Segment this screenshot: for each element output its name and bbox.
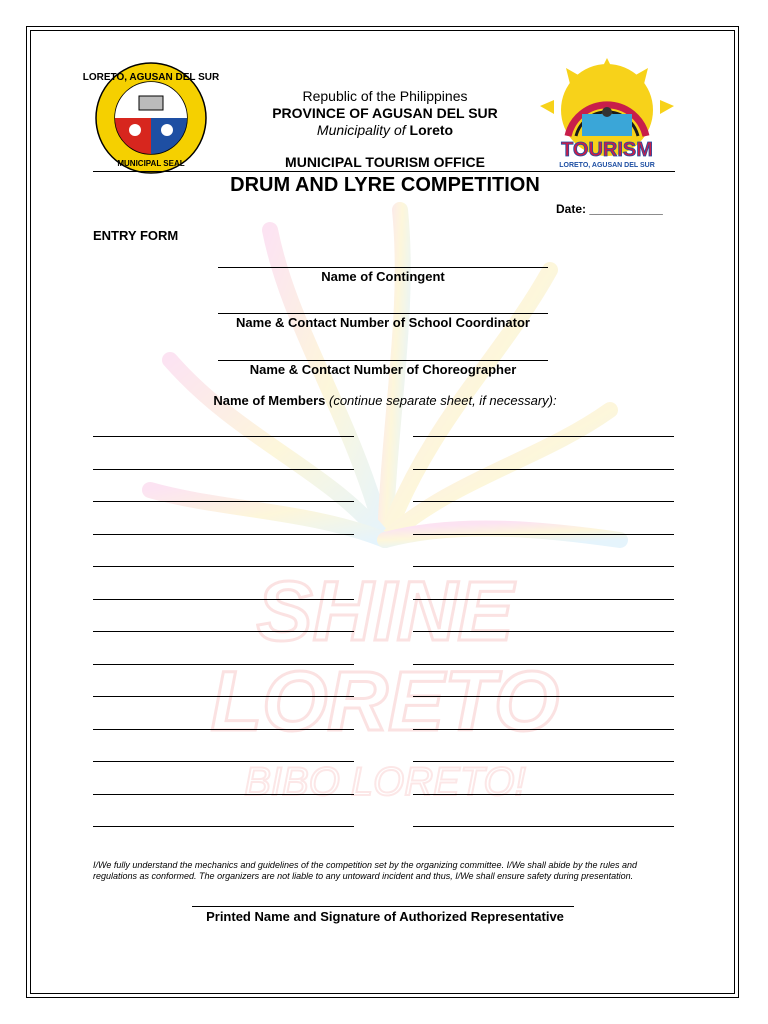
members-heading xyxy=(140,393,630,408)
disclaimer-text: I/We fully understand the mechanics and guidelines of the competition set by the organizing committee. I/We shall abide by the rules and regulations as conformed. The organizers are not liable to any untoward incident and thus, I/We shall ensure safety during presentation. xyxy=(93,860,637,881)
contingent-label: Name of Contingent xyxy=(321,269,445,284)
logo-subtext: LORETO, AGUSAN DEL SUR xyxy=(559,162,655,169)
member-name-line-right[interactable] xyxy=(413,534,674,535)
member-name-line-right[interactable] xyxy=(413,696,674,697)
province-line: PROVINCE OF AGUSAN DEL SUR xyxy=(272,105,498,121)
member-name-line-left[interactable] xyxy=(93,436,354,437)
member-name-line-left[interactable] xyxy=(93,599,354,600)
shine-loreto-watermark xyxy=(150,210,620,830)
member-name-line-right[interactable] xyxy=(413,436,674,437)
member-name-line-left[interactable] xyxy=(93,794,354,795)
member-name-line-left[interactable] xyxy=(93,696,354,697)
watermark-line2: LORETO xyxy=(210,654,560,748)
member-name-line-right[interactable] xyxy=(413,664,674,665)
svg-text:MUNICIPAL SEAL: MUNICIPAL SEAL xyxy=(117,159,185,168)
member-name-line-right[interactable] xyxy=(413,501,674,502)
watermark-line1: SHINE xyxy=(256,564,514,658)
contingent-input-line[interactable] xyxy=(218,267,548,268)
watermark-line3: BIBO LORETO! xyxy=(244,760,526,804)
office-line: MUNICIPAL TOURISM OFFICE xyxy=(285,154,485,170)
member-name-line-left[interactable] xyxy=(93,501,354,502)
signature-line[interactable] xyxy=(192,906,574,907)
choreographer-label: Name & Contact Number of Choreographer xyxy=(249,362,517,377)
tourism-logo xyxy=(538,58,676,170)
date-field[interactable]: Date: ___________ xyxy=(556,202,663,216)
form-title: DRUM AND LYRE COMPETITION xyxy=(230,174,540,196)
member-name-line-left[interactable] xyxy=(93,631,354,632)
municipality-prefix: Municipality of xyxy=(316,122,406,138)
entry-form-label: ENTRY FORM xyxy=(93,228,179,243)
members-label: Name of Members xyxy=(213,393,326,408)
choreographer-input-line[interactable] xyxy=(218,360,548,361)
member-name-line-left[interactable] xyxy=(93,534,354,535)
header-divider xyxy=(93,171,675,172)
member-name-line-left[interactable] xyxy=(93,729,354,730)
members-note: (continue separate sheet, if necessary): xyxy=(328,393,557,408)
member-name-line-right[interactable] xyxy=(413,826,674,827)
member-name-line-right[interactable] xyxy=(413,761,674,762)
member-name-line-left[interactable] xyxy=(93,664,354,665)
member-name-line-right[interactable] xyxy=(413,599,674,600)
member-name-line-right[interactable] xyxy=(413,566,674,567)
svg-text:LORETO, AGUSAN DEL SUR: LORETO, AGUSAN DEL SUR xyxy=(82,72,220,83)
member-name-line-left[interactable] xyxy=(93,566,354,567)
coordinator-label: Name & Contact Number of School Coordinator xyxy=(236,315,530,330)
signature-label: Printed Name and Signature of Authorized Representative xyxy=(206,909,564,924)
member-name-line-right[interactable] xyxy=(413,794,674,795)
logo-text: TOURISM xyxy=(561,139,653,161)
municipal-seal-logo xyxy=(82,62,220,174)
republic-line: Republic of the Philippines xyxy=(302,88,468,104)
member-name-line-left[interactable] xyxy=(93,761,354,762)
municipality-name: Loreto xyxy=(409,122,454,138)
municipality-line xyxy=(220,122,550,138)
member-name-line-left[interactable] xyxy=(93,826,354,827)
coordinator-input-line[interactable] xyxy=(218,313,548,314)
member-name-line-left[interactable] xyxy=(93,469,354,470)
member-name-line-right[interactable] xyxy=(413,631,674,632)
member-name-line-right[interactable] xyxy=(413,729,674,730)
member-name-line-right[interactable] xyxy=(413,469,674,470)
